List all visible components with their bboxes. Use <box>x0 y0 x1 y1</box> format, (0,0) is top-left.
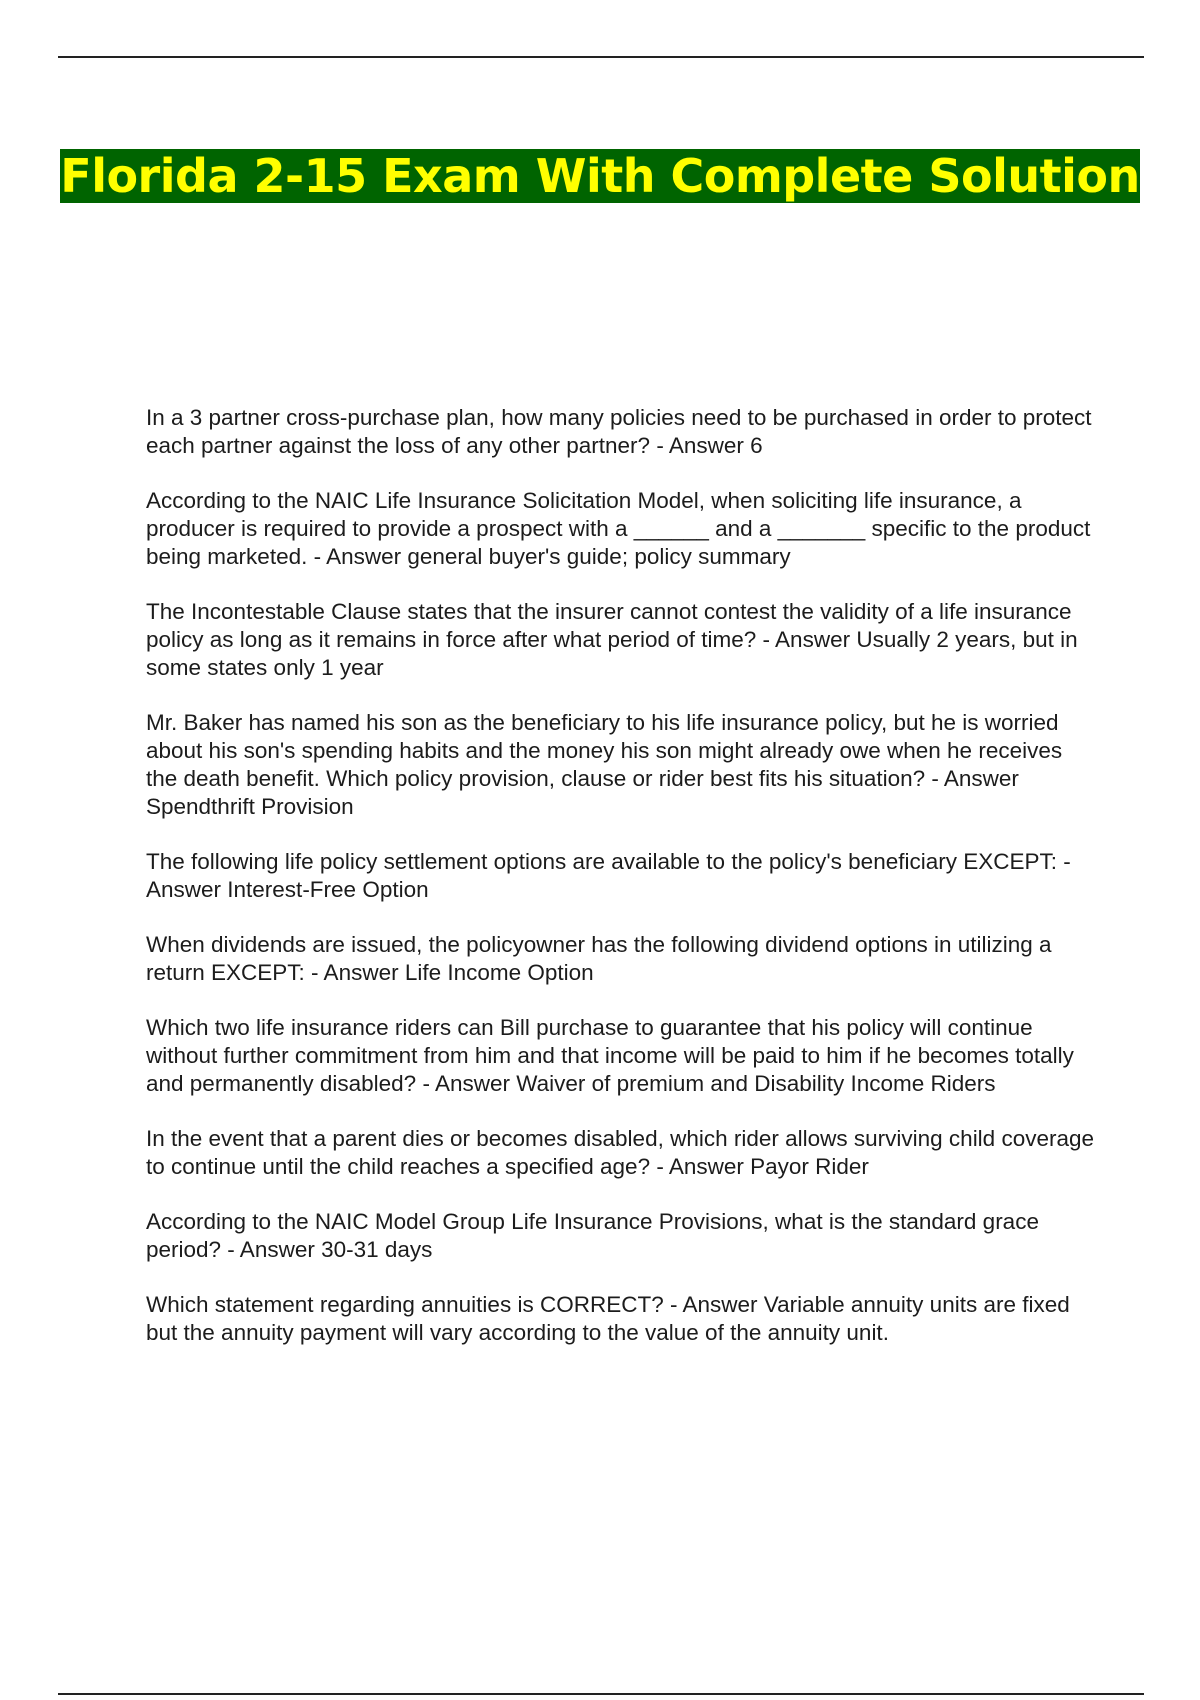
question-item: The following life policy settlement options are available to the policy's beneficiary EXCEPT: - Answer Interest-Free Option <box>146 849 1071 902</box>
question-item: Which statement regarding annuities is CORRECT? - Answer Variable annuity units are fixed but the annuity payment will vary according to the value of the annuity unit. <box>146 1292 1070 1345</box>
question-item: In a 3 partner cross-purchase plan, how many policies need to be purchased in order to protect each partner against the loss of any other partner? - Answer 6 <box>146 405 1092 458</box>
question-item: Mr. Baker has named his son as the beneficiary to his life insurance policy, but he is worried about his son's spending habits and the money his son might already owe when he receives the death benefit. Which policy provision, clause or rider best fits his situation? - Answer Spendthrift Provision <box>146 710 1063 819</box>
question-item: According to the NAIC Life Insurance Solicitation Model, when soliciting life insurance, a producer is required to provide a prospect with a ______ and a _______ specific to the product being marketed. - Answer general buyer's guide; policy summary <box>146 488 1091 569</box>
bottom-rule <box>58 1693 1144 1695</box>
question-list <box>146 404 1096 1374</box>
question-item: When dividends are issued, the policyowner has the following dividend options in utilizing a return EXCEPT: - Answer Life Income Option <box>146 932 1052 985</box>
question-item: In the event that a parent dies or becomes disabled, which rider allows surviving child coverage to continue until the child reaches a specified age? - Answer Payor Rider <box>146 1126 1095 1179</box>
question-item: According to the NAIC Model Group Life Insurance Provisions, what is the standard grace period? - Answer 30-31 days <box>146 1209 1039 1262</box>
top-rule <box>58 56 1144 58</box>
document-title: Florida 2-15 Exam With Complete Solution <box>60 149 1140 203</box>
question-item: The Incontestable Clause states that the insurer cannot contest the validity of a life insurance policy as long as it remains in force after what period of time? - Answer Usually 2 years, but in some states only 1 year <box>146 599 1078 680</box>
question-item: Which two life insurance riders can Bill purchase to guarantee that his policy will continue without further commitment from him and that income will be paid to him if he becomes totally and permanently disabled? - Answer Waiver of premium and Disability Income Riders <box>146 1015 1074 1096</box>
title-block <box>0 146 1200 206</box>
